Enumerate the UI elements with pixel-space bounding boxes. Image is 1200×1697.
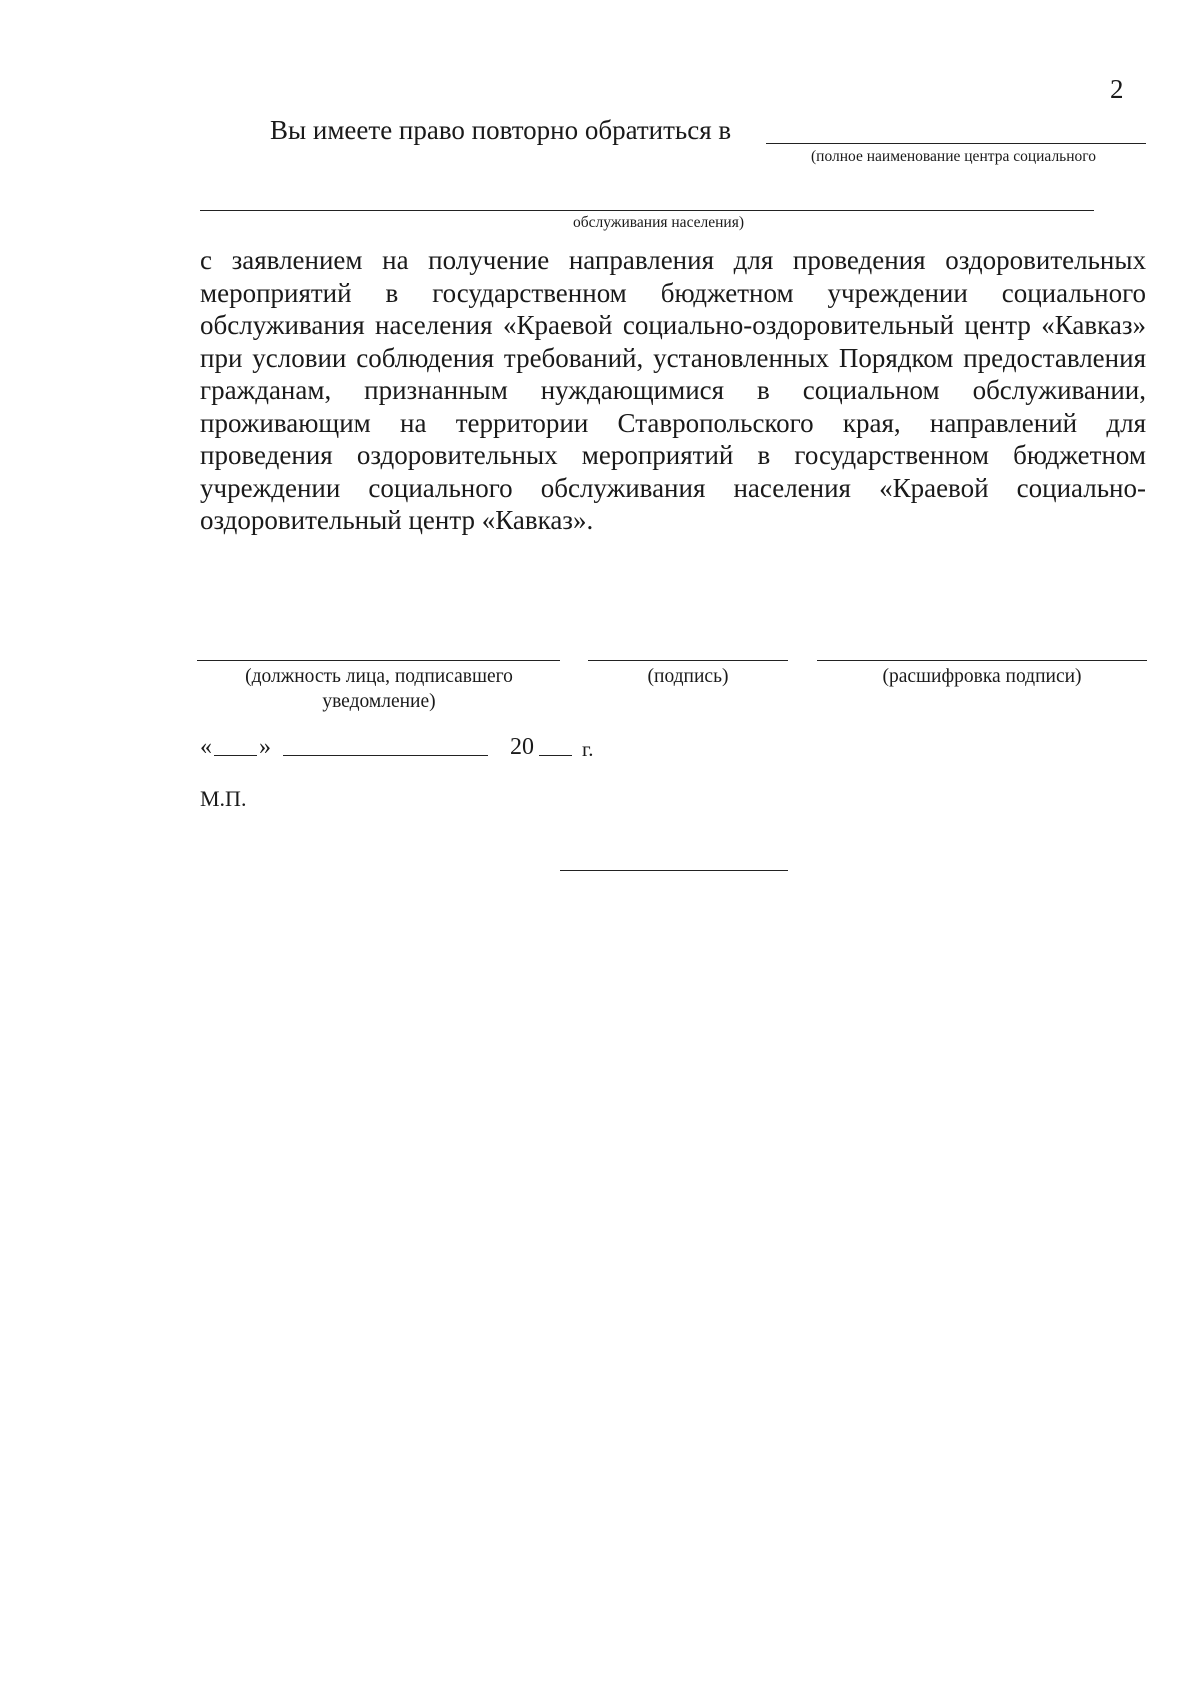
organization-caption-2: обслуживания населения)	[573, 214, 745, 231]
year-blank-line	[539, 755, 572, 756]
date-open-quote: «	[200, 734, 212, 760]
closing-separator	[560, 870, 788, 871]
month-blank-line	[283, 755, 488, 756]
decoding-line	[817, 660, 1147, 661]
signature-line	[588, 660, 788, 661]
year-prefix: 20	[510, 734, 534, 760]
day-blank-line	[214, 755, 257, 756]
position-caption: (должность лица, подписавшего уведомление)	[245, 666, 513, 712]
date-close-quote: »	[259, 734, 271, 760]
decoding-caption: (расшифровка подписи)	[882, 666, 1082, 687]
body-paragraph: с заявлением на получение направления для проведения оздоровительных мероприятий в государственном бюджетном учреждении социального обслуживания населения «Краевой социально-оздоровительный центр «Кавказ» при условии соблюдения требований, установленных Порядком предоставления гражданам, признанным нуждающимися в социальном обслуживании, проживающим на территории Ставропольского края, направлений для проведения оздоровительных мероприятий в государственном бюджетном учреждении социального обслуживания населения «Краевой социально-оздоровительный центр «Кавказ».	[200, 245, 1146, 535]
signature-caption: (подпись)	[647, 666, 729, 687]
intro-text: Вы имеете право повторно обратиться в	[270, 115, 732, 145]
position-line	[197, 660, 560, 661]
organization-name-line-2	[200, 210, 1094, 211]
organization-caption-1: (полное наименование центра социального	[811, 148, 1097, 165]
page-number: 2	[1110, 74, 1124, 104]
year-suffix: г.	[582, 737, 594, 761]
stamp-label: М.П.	[200, 786, 247, 811]
organization-name-line-1	[766, 143, 1146, 144]
